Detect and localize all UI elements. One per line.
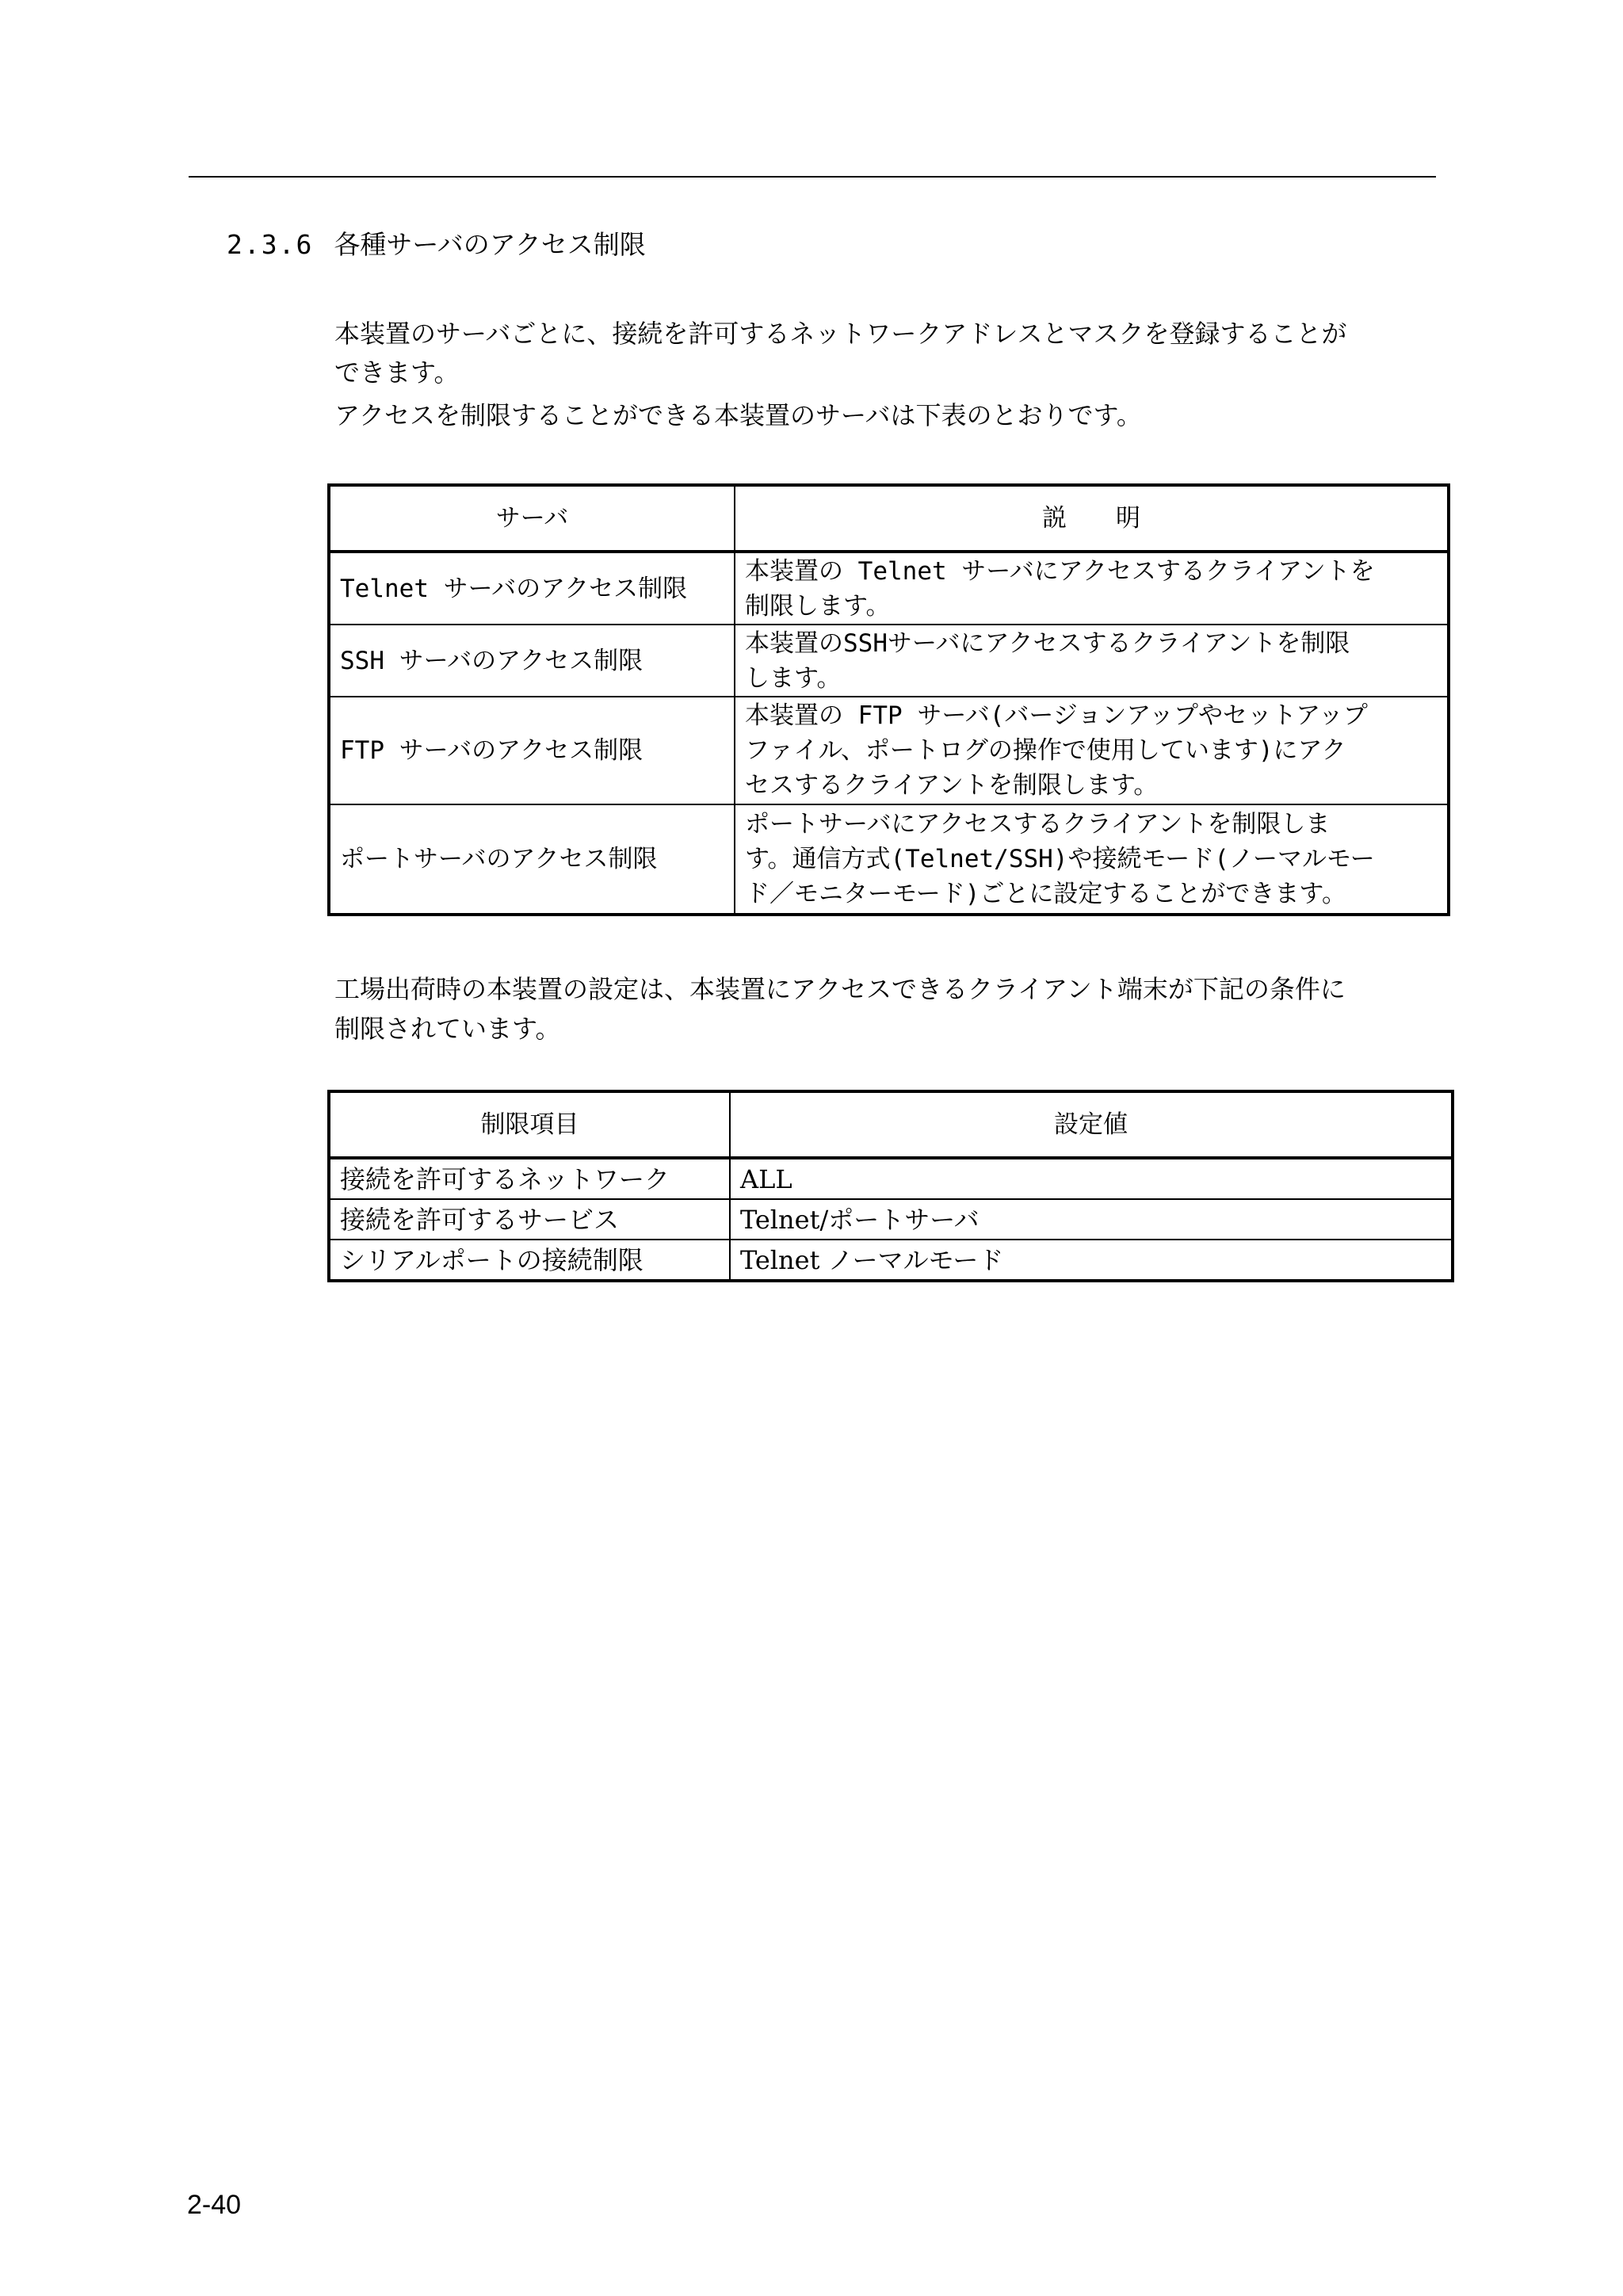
- description-cell: [735, 625, 1449, 697]
- intro-line-1: 本装置のサーバごとに、接続を許可するネットワークアドレスとマスクを登録することが: [334, 319, 1347, 349]
- table-row: [329, 1240, 1453, 1281]
- item-cell: 接続を許可するサービス: [329, 1199, 730, 1240]
- description-line: ファイル、ポートログの操作で使用しています)にアク: [745, 736, 1346, 765]
- table-row: [329, 1199, 1453, 1240]
- factory-default-table: [327, 1090, 1454, 1282]
- table-row: [329, 552, 1449, 625]
- column-header-value: 設定値: [730, 1091, 1453, 1158]
- intro-line-2: できます。: [334, 357, 460, 388]
- column-header-server: サーバ: [329, 485, 735, 552]
- value-cell: ALL: [730, 1158, 1453, 1199]
- section-title: 各種サーバのアクセス制限: [334, 229, 646, 260]
- table-header-row: [329, 485, 1449, 552]
- server-cell: FTP サーバのアクセス制限: [329, 697, 735, 804]
- server-access-table: [327, 483, 1450, 916]
- page-number: 2-40: [187, 2190, 242, 2220]
- server-cell: SSH サーバのアクセス制限: [329, 625, 735, 697]
- description-line: 本装置の FTP サーバ(バージョンアップやセットアップ: [745, 701, 1368, 730]
- server-cell: ポートサーバのアクセス制限: [329, 804, 735, 915]
- description-line: す。通信方式(Telnet/SSH)や接続モード(ノーマルモー: [745, 845, 1375, 873]
- server-cell: Telnet サーバのアクセス制限: [329, 552, 735, 625]
- header-rule: [189, 176, 1436, 178]
- item-cell: シリアルポートの接続制限: [329, 1240, 730, 1281]
- description-cell: [735, 804, 1449, 915]
- section-heading: [227, 225, 646, 265]
- description-line: セスするクライアントを制限します。: [745, 771, 1159, 800]
- table-row: [329, 1158, 1453, 1199]
- factory-line-1: 工場出荷時の本装置の設定は、本装置にアクセスできるクライアント端末が下記の条件に: [334, 974, 1346, 1004]
- column-header-description: 説 明: [735, 485, 1449, 552]
- value-cell: Telnet/ポートサーバ: [730, 1199, 1453, 1240]
- description-line: ポートサーバにアクセスするクライアントを制限しま: [745, 810, 1331, 839]
- table-header-row: [329, 1091, 1453, 1158]
- description-line: 本装置のSSHサーバにアクセスするクライアントを制限: [745, 628, 1350, 658]
- description-line: します。: [745, 663, 842, 693]
- table-row: [329, 804, 1449, 915]
- table-row: [329, 625, 1449, 697]
- section-number: 2.3.6: [227, 229, 314, 260]
- description-cell: [735, 697, 1449, 804]
- description-line: ド／モニターモード)ごとに設定することができます。: [745, 880, 1346, 908]
- value-cell: Telnet ノーマルモード: [730, 1240, 1453, 1281]
- intro-line-3: アクセスを制限することができる本装置のサーバは下表のとおりです。: [334, 400, 1142, 430]
- item-cell: 接続を許可するネットワーク: [329, 1158, 730, 1199]
- description-cell: [735, 552, 1449, 625]
- factory-line-2: 制限されています。: [334, 1014, 561, 1044]
- description-line: 本装置の Telnet サーバにアクセスするクライアントを: [745, 556, 1375, 586]
- table-row: [329, 697, 1449, 804]
- column-header-item: 制限項目: [329, 1091, 730, 1158]
- description-line: 制限します。: [745, 591, 891, 621]
